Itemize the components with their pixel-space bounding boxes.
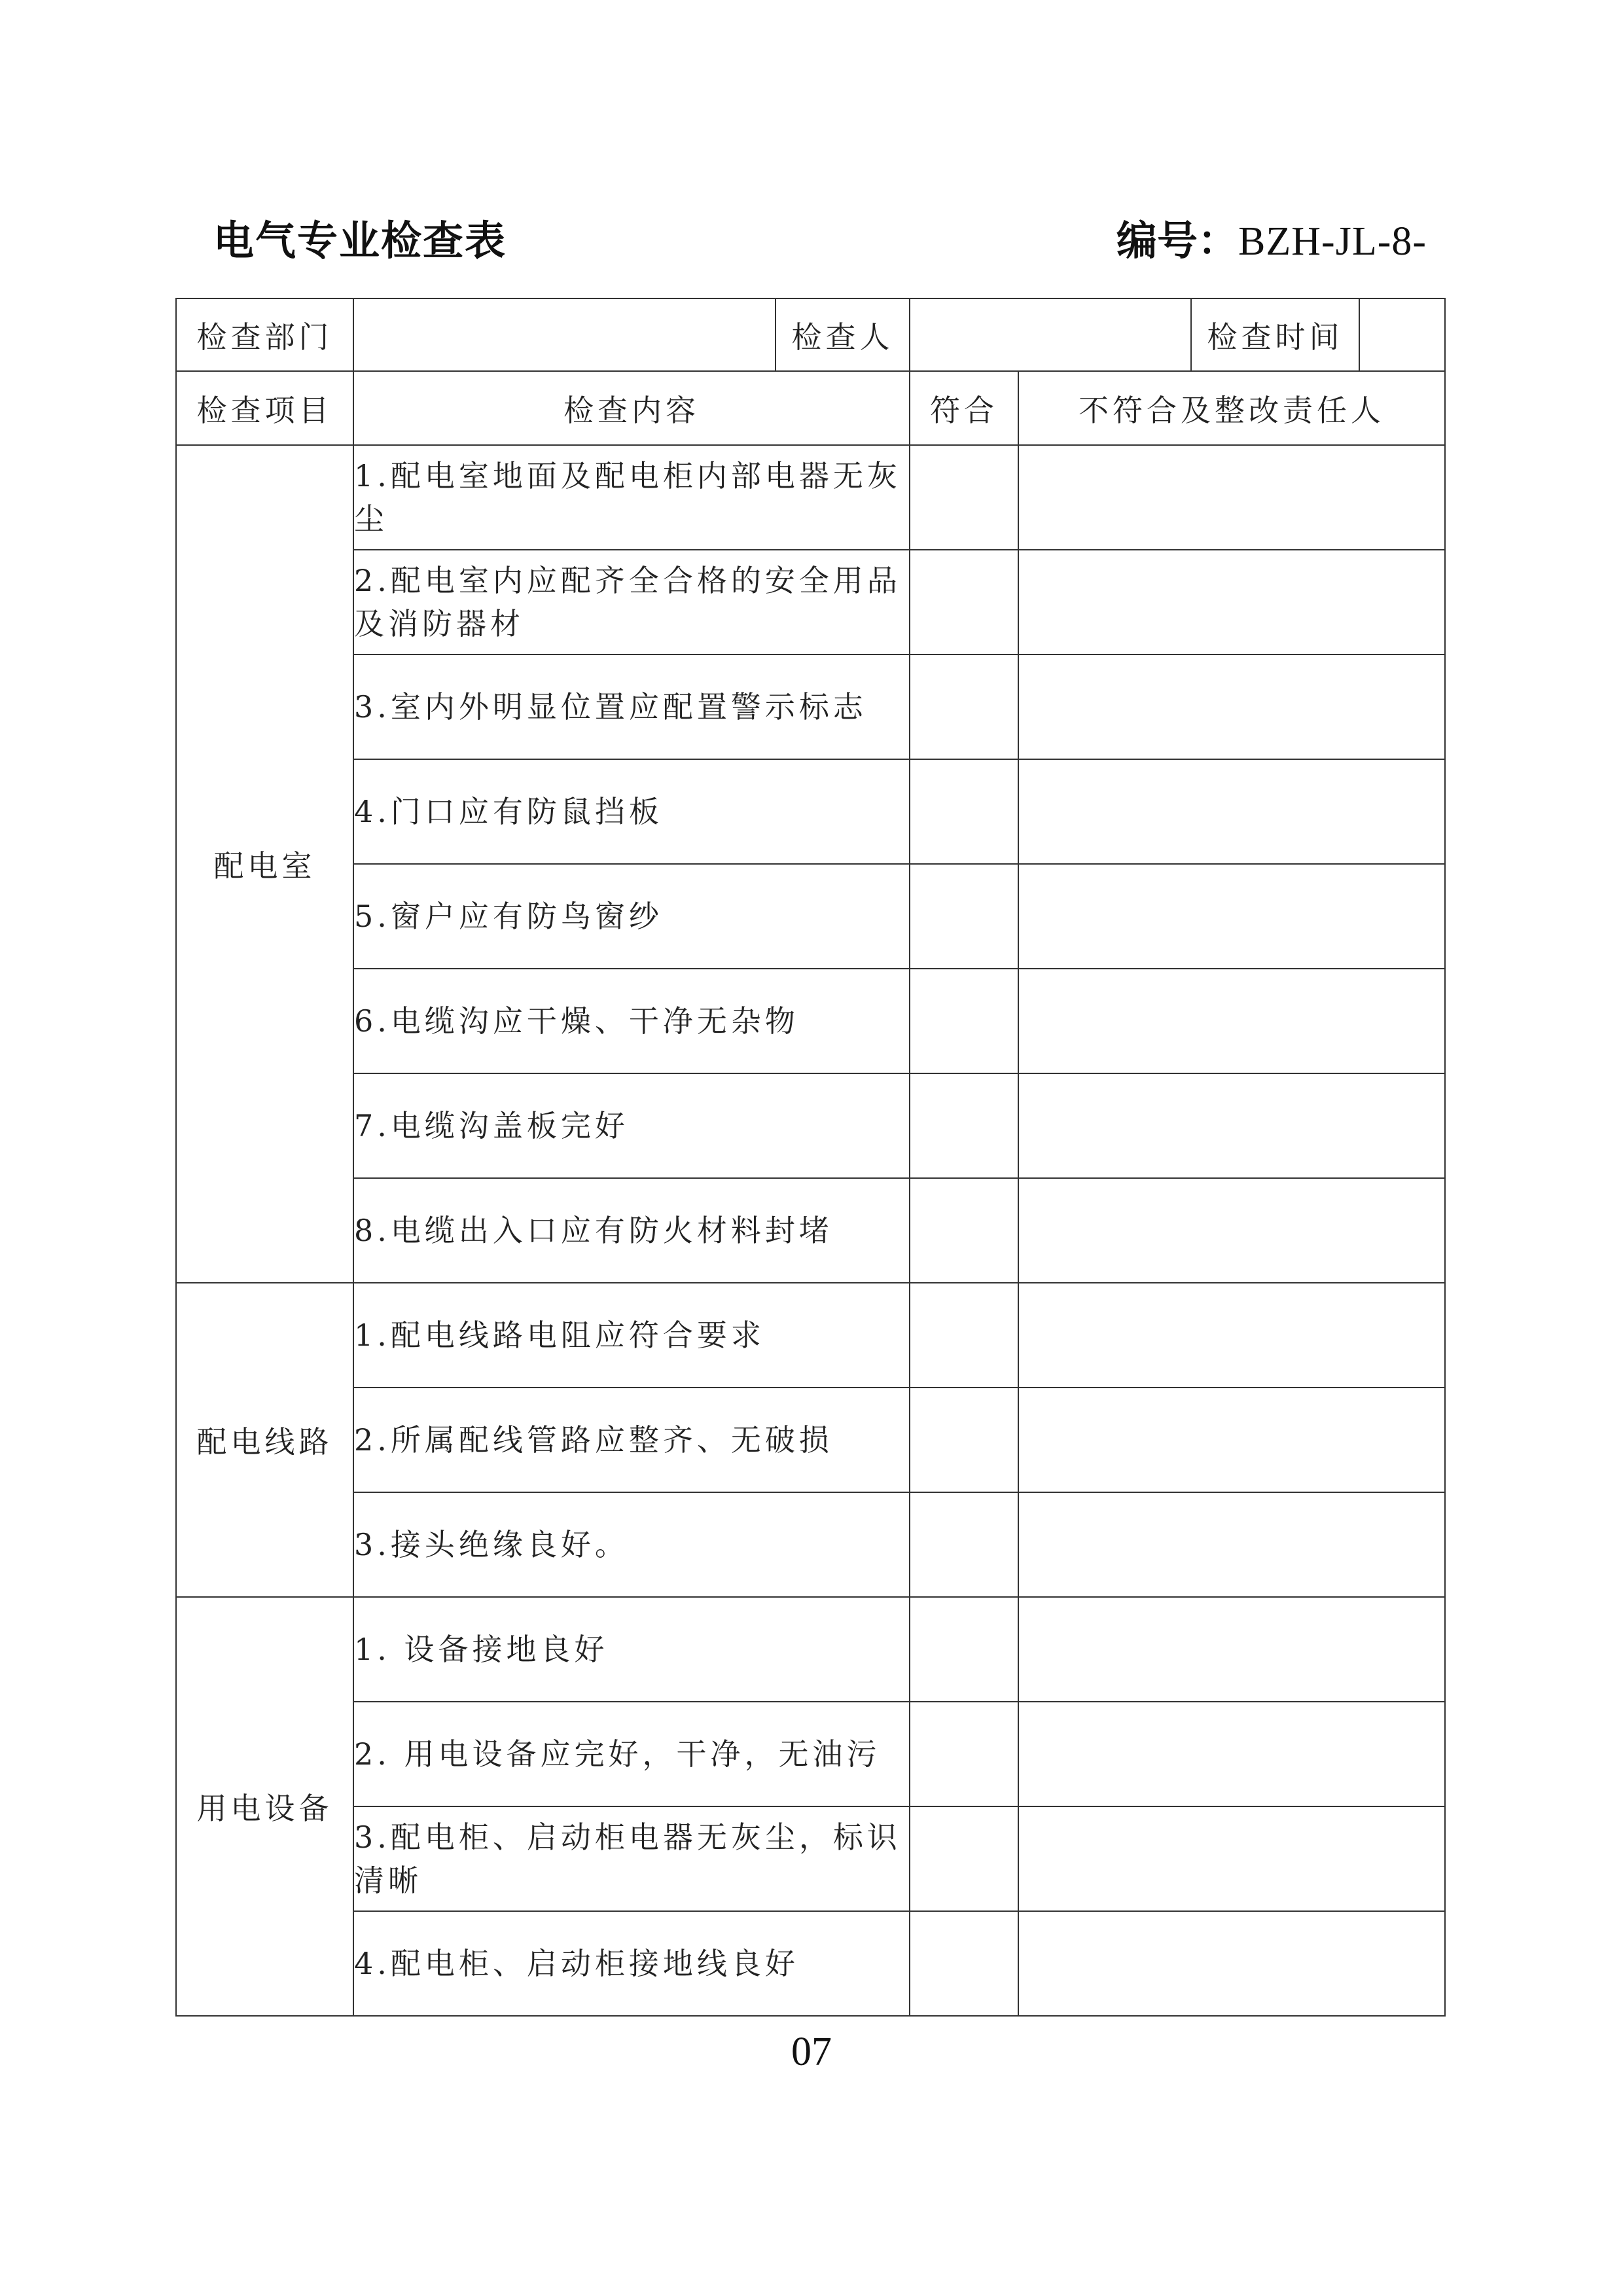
table-row: [176, 1597, 1445, 1702]
nonconform-cell[interactable]: [1018, 1492, 1445, 1597]
page-number: 07: [791, 2030, 832, 2074]
dept-label: 检查部门: [176, 298, 353, 371]
check-content: 3.配电柜、启动柜电器无灰尘，标识清晰: [353, 1806, 910, 1911]
check-content: 2.所属配线管路应整齐、无破损: [353, 1388, 910, 1492]
table-row: [176, 1911, 1445, 2016]
col-header-nonconform: 不符合及整改责任人: [1018, 371, 1445, 445]
inspection-table: [175, 298, 1446, 2017]
check-content: 7.电缆沟盖板完好: [353, 1073, 910, 1178]
check-content: 3.接头绝缘良好。: [353, 1492, 910, 1597]
section-name: 配电线路: [176, 1283, 353, 1597]
column-header-row: [176, 371, 1445, 445]
form-code-label: 编号：: [1116, 217, 1239, 264]
table-row: [176, 1492, 1445, 1597]
nonconform-cell[interactable]: [1018, 1597, 1445, 1702]
conform-cell[interactable]: [910, 655, 1018, 759]
conform-cell[interactable]: [910, 1806, 1018, 1911]
conform-cell[interactable]: [910, 1178, 1018, 1283]
table-row: [176, 1283, 1445, 1388]
nonconform-cell[interactable]: [1018, 445, 1445, 550]
check-content: 3.室内外明显位置应配置警示标志: [353, 655, 910, 759]
table-row: [176, 1806, 1445, 1911]
form-code-value: BZH-JL-8-: [1238, 219, 1427, 264]
check-content: 1.配电线路电阻应符合要求: [353, 1283, 910, 1388]
conform-cell[interactable]: [910, 1702, 1018, 1806]
check-content: 1.配电室地面及配电柜内部电器无灰尘: [353, 445, 910, 550]
col-header-content: 检查内容: [353, 371, 910, 445]
nonconform-cell[interactable]: [1018, 759, 1445, 864]
table-row: [176, 1702, 1445, 1806]
conform-cell[interactable]: [910, 1073, 1018, 1178]
nonconform-cell[interactable]: [1018, 550, 1445, 655]
conform-cell[interactable]: [910, 1597, 1018, 1702]
nonconform-cell[interactable]: [1018, 864, 1445, 969]
time-value-cell[interactable]: [1360, 299, 1444, 370]
table-row: [176, 445, 1445, 550]
table-row: [176, 969, 1445, 1073]
time-label: 检查时间: [1192, 299, 1360, 370]
table-row: [176, 759, 1445, 864]
check-content: 8.电缆出入口应有防火材料封堵: [353, 1178, 910, 1283]
nonconform-cell[interactable]: [1018, 1911, 1445, 2016]
nonconform-cell[interactable]: [1018, 1073, 1445, 1178]
conform-cell[interactable]: [910, 1283, 1018, 1388]
form-code: [1116, 208, 1427, 266]
dept-value-cell[interactable]: [353, 298, 776, 371]
conform-cell[interactable]: [910, 550, 1018, 655]
col-header-item: 检查项目: [176, 371, 353, 445]
section-name: 配电室: [176, 445, 353, 1283]
time-cell: [1191, 298, 1445, 371]
table-row: [176, 1073, 1445, 1178]
check-content: 5.窗户应有防鸟窗纱: [353, 864, 910, 969]
nonconform-cell[interactable]: [1018, 1178, 1445, 1283]
table-row: [176, 1388, 1445, 1492]
nonconform-cell[interactable]: [1018, 655, 1445, 759]
table-row: [176, 864, 1445, 969]
nonconform-cell[interactable]: [1018, 1283, 1445, 1388]
conform-cell[interactable]: [910, 1492, 1018, 1597]
info-row: [176, 298, 1445, 371]
inspector-value-cell[interactable]: [910, 298, 1191, 371]
conform-cell[interactable]: [910, 864, 1018, 969]
check-content: 2.配电室内应配齐全合格的安全用品及消防器材: [353, 550, 910, 655]
conform-cell[interactable]: [910, 445, 1018, 550]
conform-cell[interactable]: [910, 1911, 1018, 2016]
nonconform-cell[interactable]: [1018, 1388, 1445, 1492]
conform-cell[interactable]: [910, 1388, 1018, 1492]
nonconform-cell[interactable]: [1018, 1702, 1445, 1806]
check-content: 2. 用电设备应完好，干净，无油污: [353, 1702, 910, 1806]
table-row: [176, 550, 1445, 655]
table-row: [176, 1178, 1445, 1283]
check-content: 6.电缆沟应干燥、干净无杂物: [353, 969, 910, 1073]
check-content: 4.门口应有防鼠挡板: [353, 759, 910, 864]
check-content: 1. 设备接地良好: [353, 1597, 910, 1702]
section-name: 用电设备: [176, 1597, 353, 2016]
conform-cell[interactable]: [910, 759, 1018, 864]
inspector-label: 检查人: [776, 298, 910, 371]
check-content: 4.配电柜、启动柜接地线良好: [353, 1911, 910, 2016]
conform-cell[interactable]: [910, 969, 1018, 1073]
nonconform-cell[interactable]: [1018, 1806, 1445, 1911]
nonconform-cell[interactable]: [1018, 969, 1445, 1073]
table-row: [176, 655, 1445, 759]
col-header-conform: 符合: [910, 371, 1018, 445]
page-title: 电气专业检查表: [213, 217, 507, 264]
